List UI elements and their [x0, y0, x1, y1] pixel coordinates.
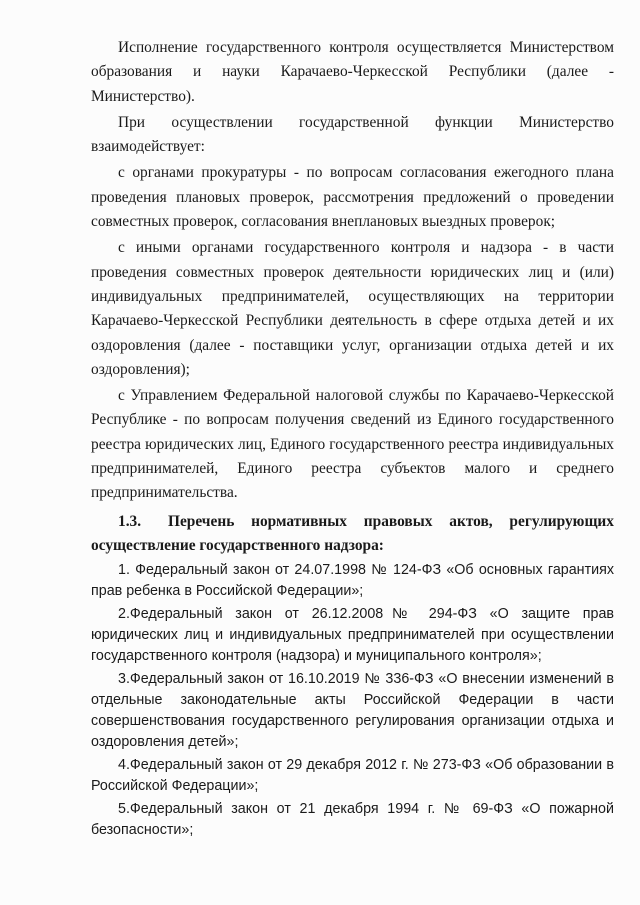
paragraph-prosecutors: с органами прокуратуры - по вопросам согласования ежегодного плана проведения плановых проверок, рассмотрения предложений о проведении совместных проверок, согласования внеплановых выездных проверок; [91, 164, 614, 231]
section-heading [91, 510, 614, 559]
paragraph-interaction: При осуществлении государственной функции Министерство взаимодействует: [91, 113, 614, 156]
law-item-5: 5.Федеральный закон от 21 декабря 1994 г. № 69-ФЗ «О пожарной безопасности»; [91, 801, 614, 839]
paragraph-other-bodies: с иными органами государственного контроля и надзора - в части проведения совместных проверок деятельности юридических лиц и (или) индивидуальных предпринимателей, осуществляющих на территории Карачаево-Черкесской Республики деятельность в сфере отдыха детей и их оздоровления (далее - поставщики услуг, организации отдыха детей и их оздоровления); [91, 239, 614, 378]
section-number: 1.3. [118, 512, 142, 530]
law-item-1: 1. Федеральный закон от 24.07.1998 № 124-ФЗ «Об основных гарантиях прав ребенка в Российской Федерации»; [91, 562, 614, 600]
law-item-2: 2.Федеральный закон от 26.12.2008№ 294-ФЗ «О защите прав юридических лиц и индивидуальных предпринимателей при осуществлении государственного контроля (надзора) и муниципального контроля»; [91, 606, 614, 665]
law-item-4: 4.Федеральный закон от 29 декабря 2012 г. № 273-ФЗ «Об образовании в Российской Федерации»; [91, 757, 614, 795]
section-title: Перечень нормативных правовых актов, регулирующих осуществление государственного надзора: [91, 512, 614, 554]
paragraph-tax-service: с Управлением Федеральной налоговой службы по Карачаево-Черкесской Республике - по вопросам получения сведений из Единого государственного реестра юридических лиц, Единого государственного реестра индивидуальных предпринимателей, Единого реестра субъектов малого и среднего предпринимательства. [91, 387, 614, 502]
paragraph-execution: Исполнение государственного контроля осуществляется Министерством образования и науки Карачаево-Черкесской Республики (далее - Министерство). [91, 39, 614, 105]
law-item-3: 3.Федеральный закон от 16.10.2019 № 336-ФЗ «О внесении изменений в отдельные законодательные акты Российской Федерации в части совершенствования государственного регулирования организации отдыха и оздоровления детей»; [91, 671, 614, 751]
